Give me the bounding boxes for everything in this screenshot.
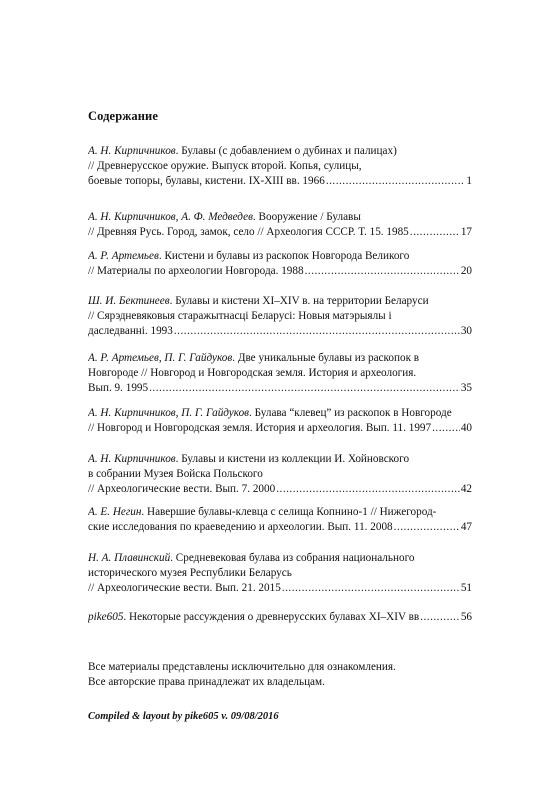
entry-last-line [88, 264, 472, 279]
entry-text: Булавы и кистени из коллекции И. Хойновского [181, 453, 410, 465]
entry-line [88, 566, 472, 581]
entry-last-line [88, 421, 472, 436]
entry-author: А. Н. Кирпичников [88, 453, 176, 465]
entry-last-line [88, 324, 472, 339]
toc-entry [88, 406, 472, 436]
dot-leader [432, 421, 460, 436]
entry-text: в собрании Музея Войска Польского [88, 468, 263, 480]
page-number: 35 [460, 382, 472, 394]
entry-title: даследванні. 1993 [88, 325, 173, 337]
entry-line: А. Р. Артемьев, П. Г. Гайдуков. Две уникальные булавы из раскопок в [88, 352, 420, 364]
entry-text: // Древнерусское оружие. Выпуск второй. Копья, сулицы, [88, 160, 362, 172]
entry-text [88, 421, 431, 436]
entry-author: А. Н. Кирпичников [88, 145, 176, 157]
entry-text: Две уникальные булавы из раскопок в [237, 352, 420, 364]
entry-author: А. Р. Артемьев, П. Г. Гайдуков [88, 352, 233, 364]
entry-line [88, 159, 472, 174]
entry-text [88, 381, 148, 396]
entry-last-line [88, 174, 472, 189]
entry-title: Вып. 9. 1995 [88, 382, 149, 394]
entry-line: Ш. И. Бектинеев. Булавы и кистени XI–XIV в. на территории Беларуси [88, 295, 429, 307]
entry-text: // Сярэдневяковыя старажытнасці Беларусі: Новыя матэрыялы і [88, 310, 392, 322]
entry-title: // Археологические вести. Вып. 7. 2000 [88, 483, 276, 495]
entry-text [88, 520, 393, 535]
toc-entry [88, 249, 472, 279]
dot-leader [276, 482, 460, 497]
entry-last-line [88, 610, 472, 625]
entry-text [88, 174, 325, 189]
entry-text [88, 225, 409, 240]
toc-entry [88, 351, 472, 396]
entry-last-line [88, 581, 472, 596]
entry-text: Средневековая булава из собрания национального [175, 552, 415, 564]
dot-leader [394, 520, 460, 535]
entry-author: А. Р. Артемьев [88, 250, 159, 262]
entry-title: боевые топоры, булавы, кистени. IX-XIII вв. 1966 [88, 175, 325, 187]
entry-text: Булавы и кистени XI–XIV в. на территории Беларуси [175, 295, 429, 307]
entry-text [88, 482, 275, 497]
page-number: 47 [460, 521, 472, 533]
entry-title: // Материалы по археологии Новгорода. 1988 [88, 265, 304, 277]
entry-line [88, 366, 472, 381]
page-number: 17 [460, 226, 472, 238]
dot-leader [420, 610, 460, 625]
page-number: 40 [460, 422, 472, 434]
entry-text [88, 581, 281, 596]
entry-text: исторического музея Республики Беларусь [88, 567, 292, 579]
entry-author: Н. А. Плавинский [88, 552, 171, 564]
entry-line: Н. А. Плавинский. Средневековая булава из собрания национального [88, 552, 415, 564]
compiled-credit: Compiled & layout by pike605 v. 09/08/2016 [88, 711, 279, 722]
entry-text: Новгороде // Новгород и Новгородская земля. История и археология. [88, 367, 417, 379]
page-number: 51 [460, 582, 472, 594]
toc-entry [88, 452, 472, 497]
entry-line: А. Н. Кирпичников. Булавы и кистени из коллекции И. Хойновского [88, 453, 410, 465]
entry-title: // Новгород и Новгородская земля. История и археология. Вып. 11. 1997 [88, 422, 432, 434]
entry-title: // Археологические вести. Вып. 21. 2015 [88, 582, 281, 594]
dot-leader [410, 225, 460, 240]
entry-text [88, 324, 173, 339]
entry-last-line [88, 381, 472, 396]
toc-entry [88, 505, 472, 535]
entry-author: Ш. И. Бектинеев [88, 295, 170, 307]
entry-text: Вооружение / Булавы [258, 211, 361, 223]
page-number: 42 [460, 483, 472, 495]
entry-text [88, 264, 304, 279]
toc-entry [88, 210, 472, 240]
toc-entry [88, 294, 472, 339]
dot-leader [149, 381, 460, 396]
entry-text: Булавы (с добавлением о дубинах и палицах) [181, 145, 397, 157]
entry-title: // Древняя Русь. Город, замок, село // Археология СССР. Т. 15. 1985 [88, 226, 409, 238]
entry-text: Навершие булавы-клевца с селища Копнино-1 // Нижегород- [147, 506, 437, 518]
notice-line: Все авторские права принадлежат их владельцам. [88, 676, 325, 688]
entry-text: Кистени и булавы из раскопок Новгорода Великого [164, 250, 410, 262]
toc-entry [88, 551, 472, 596]
copyright-notice [88, 660, 396, 690]
entry-author: А. Н. Кирпичников, П. Г. Гайдуков [88, 407, 250, 419]
entry-author: А. Н. Кирпичников, А. Ф. Медведев [88, 211, 253, 223]
entry-author: pike605 [88, 611, 124, 623]
entry-title: Некоторые рассуждения о древнерусских булавах XI–XIV вв [129, 611, 420, 623]
entry-line [88, 309, 472, 324]
entry-line [88, 467, 472, 482]
dot-leader [326, 174, 466, 189]
entry-line: А. Н. Кирпичников. Булавы (с добавлением о дубинах и палицах) [88, 145, 397, 157]
page-number: 56 [460, 611, 472, 623]
page-number: 20 [460, 265, 472, 277]
dot-leader [305, 264, 460, 279]
entry-line: А. Е. Негин. Навершие булавы-клевца с селища Копнино-1 // Нижегород- [88, 506, 437, 518]
dot-leader [282, 581, 460, 596]
toc-entry [88, 144, 472, 189]
entry-text: Булава “клевец” из раскопок в Новгороде [254, 407, 452, 419]
entry-line: А. Н. Кирпичников, А. Ф. Медведев. Вооружение / Булавы [88, 211, 361, 223]
entry-last-line [88, 520, 472, 535]
entry-line: А. Р. Артемьев. Кистени и булавы из раскопок Новгорода Великого [88, 250, 410, 262]
toc-entry [88, 610, 472, 625]
entry-author: А. Е. Негин [88, 506, 142, 518]
entry-title: ские исследования по краеведению и археологии. Вып. 11. 2008 [88, 521, 393, 533]
page-number: 1 [466, 175, 472, 187]
dot-leader [174, 324, 460, 339]
page-title: Содержание [88, 109, 159, 123]
entry-line: А. Н. Кирпичников, П. Г. Гайдуков. Булава “клевец” из раскопок в Новгороде [88, 407, 452, 419]
entry-last-line [88, 225, 472, 240]
notice-line: Все материалы представлены исключительно для ознакомления. [88, 661, 396, 673]
page-number: 30 [460, 325, 472, 337]
entry-last-line [88, 482, 472, 497]
entry-text: pike605. Некоторые рассуждения о древнерусских булавах XI–XIV вв [88, 611, 420, 623]
